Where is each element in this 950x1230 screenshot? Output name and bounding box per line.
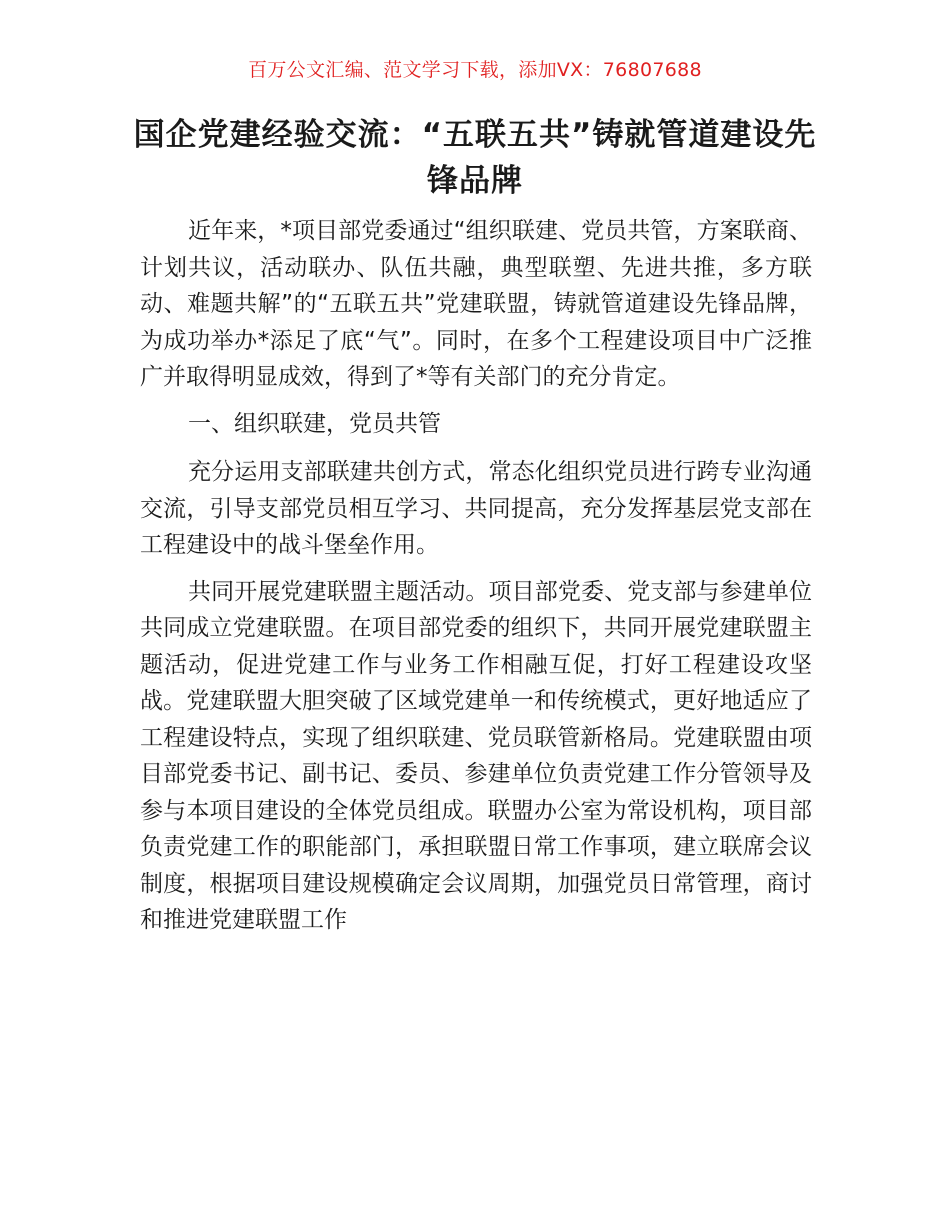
paragraph-intro: 近年来，*项目部党委通过“组织联建、党员共管，方案联商、计划共议，活动联办、队伍共融，典型联塑、先进共推，多方联动、难题共解”的“五联五共”党建联盟，铸就管道建设先锋品牌，为成功举办*添足了底“气”。同时，在多个工程建设项目中广泛推广并取得明显成效，得到了*等有关部门的充分肯定。 [140,218,812,390]
paragraph-section-intro: 充分运用支部联建共创方式，常态化组织党员进行跨专业沟通交流，引导支部党员相互学习、共同提高，充分发挥基层党支部在工程建设中的战斗堡垒作用。 [140,459,812,558]
header-banner: 百万公文汇编、范文学习下载，添加VX：76807688 [248,59,702,81]
document-body [140,213,812,949]
document-title: 国企党建经验交流：“五联五共”铸就管道建设先锋品牌 [133,117,817,199]
paragraph-alliance-activities: 共同开展党建联盟主题活动。项目部党委、党支部与参建单位共同成立党建联盟。在项目部党委的组织下，共同开展党建联盟主题活动，促进党建工作与业务工作相融互促，打好工程建设攻坚战。党建联盟大胆突破了区域党建单一和传统模式，更好地适应了工程建设特点，实现了组织联建、党员联管新格局。党建联盟由项目部党委书记、副书记、委员、参建单位负责党建工作分管领导及参与本项目建设的全体党员组成。联盟办公室为常设机构，项目部负责党建工作的职能部门，承担联盟日常工作事项，建立联席会议制度，根据项目建设规模确定会议周期，加强党员日常管理，商讨和推进党建联盟工作 [140,578,812,933]
section-heading: 一、组织联建，党员共管 [188,410,441,437]
